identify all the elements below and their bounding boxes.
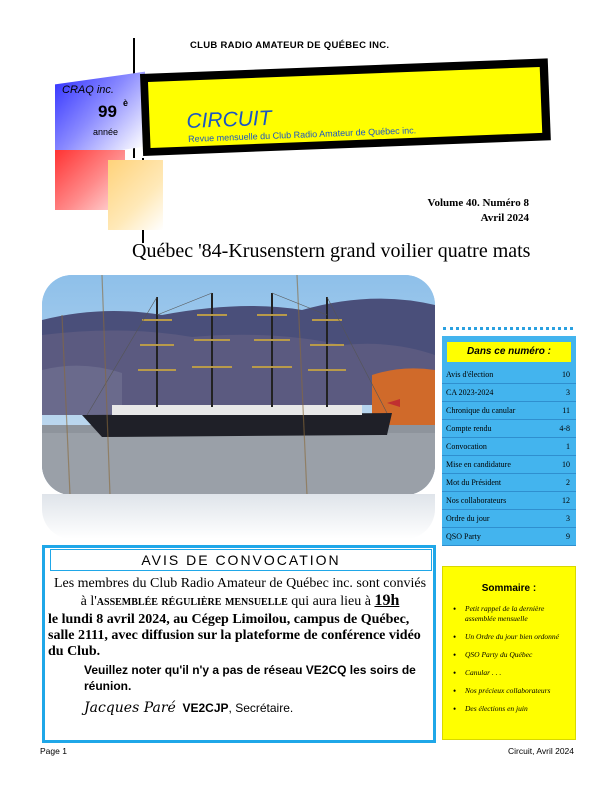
club-name: CLUB RADIO AMATEUR DE QUÉBEC INC. <box>190 40 390 51</box>
toc-item-label: Compte rendu <box>446 424 492 433</box>
toc-item-label: Chronique du canular <box>446 406 516 415</box>
headline: Québec '84-Krusenstern grand voilier quatre mats <box>132 240 531 262</box>
craq-label: CRAQ inc. <box>62 84 114 96</box>
toc-item-page: 3 <box>566 514 570 523</box>
tall-ship-illustration <box>42 275 435 495</box>
convocation-intro-mid: qui aura lieu à <box>287 594 375 609</box>
toc-item-page: 11 <box>562 406 570 415</box>
toc-item-label: QSO Party <box>446 532 481 541</box>
toc-item-label: Avis d'élection <box>446 370 494 379</box>
toc-item-page: 12 <box>562 496 570 505</box>
convocation-title: AVIS DE CONVOCATION <box>50 549 432 571</box>
signature-role: , Secrétaire. <box>228 701 294 715</box>
dotted-separator <box>443 327 573 330</box>
toc-box <box>442 336 576 546</box>
convocation-intro-text: Les membres du Club Radio Amateur de Québec inc. sont conviés à l' <box>53 576 427 609</box>
summary-item: • Petit rappel de la dernière assemblée mensuelle <box>453 604 571 624</box>
photo-reflection <box>42 494 435 539</box>
toc-row[interactable] <box>442 492 576 510</box>
toc-item-page: 1 <box>566 442 570 451</box>
toc-row[interactable] <box>442 420 576 438</box>
summary-title: Sommaire : <box>481 583 537 594</box>
meeting-time: 19h <box>374 592 400 609</box>
tall-ship-photo <box>42 275 435 495</box>
anniversary-superscript: è <box>123 98 129 108</box>
toc-item-page: 10 <box>562 460 570 469</box>
newsletter-title: CIRCUIT <box>186 106 272 133</box>
toc-item-label: CA 2023-2024 <box>446 388 494 397</box>
toc-item-label: Mise en candidature <box>446 460 511 469</box>
toc-item-page: 10 <box>562 370 570 379</box>
toc-item-page: 4-8 <box>559 424 570 433</box>
signature-callsign: VE2CJP <box>182 701 229 715</box>
summary-item: • Des élections en juin <box>453 704 571 714</box>
meeting-details: le lundi 8 avril 2024, au Cégep Limoilou, campus de Québec, salle 2111, avec diffusion sur la plateforme de conférence vidéo du Club. <box>48 612 421 659</box>
summary-item: • Un Ordre du jour bien ordonné <box>453 632 571 642</box>
anniversary-word: année <box>93 127 119 137</box>
toc-row[interactable] <box>442 438 576 456</box>
summary-item: • Nos précieux collaborateurs <box>453 686 571 696</box>
issue-info <box>428 196 529 226</box>
summary-list <box>453 604 571 714</box>
toc-row[interactable] <box>442 366 576 384</box>
toc-title: Dans ce numéro : <box>447 342 571 362</box>
page-number: Page 1 <box>40 746 67 756</box>
toc-row[interactable] <box>442 474 576 492</box>
toc-item-label: Nos collaborateurs <box>446 496 507 505</box>
toc-item-page: 2 <box>566 478 570 487</box>
anniversary-number: 99 <box>98 102 117 121</box>
network-notice: Veuillez noter qu'il n'y a pas de réseau VE2CQ les soirs de réunion. <box>84 663 416 693</box>
summary-item: • Canular . . . <box>453 668 571 678</box>
toc-item-label: Ordre du jour <box>446 514 490 523</box>
toc-item-page: 9 <box>566 532 570 541</box>
toc-row[interactable] <box>442 402 576 420</box>
meeting-type: assemblée régulière mensuelle <box>96 594 288 609</box>
toc-row[interactable] <box>442 510 576 528</box>
summary-item: • QSO Party du Québec <box>453 650 571 660</box>
toc-row[interactable] <box>442 528 576 546</box>
issue-volume: Volume 40. Numéro 8 <box>427 197 529 209</box>
signature <box>84 700 293 716</box>
toc-row[interactable] <box>442 384 576 402</box>
orange-decoration <box>108 160 163 230</box>
summary-box <box>442 566 576 740</box>
issue-date: Avril 2024 <box>480 212 529 224</box>
footer-issue: Circuit, Avril 2024 <box>508 746 574 756</box>
toc-item-label: Convocation <box>446 442 487 451</box>
newsletter-subtitle: Revue mensuelle du Club Radio Amateur de Québec inc. <box>188 125 417 144</box>
convocation-intro <box>50 575 430 610</box>
toc-row[interactable] <box>442 456 576 474</box>
signature-name: Jacques Paré <box>84 700 176 716</box>
toc-item-label: Mot du Président <box>446 478 502 487</box>
toc-item-page: 3 <box>566 388 570 397</box>
